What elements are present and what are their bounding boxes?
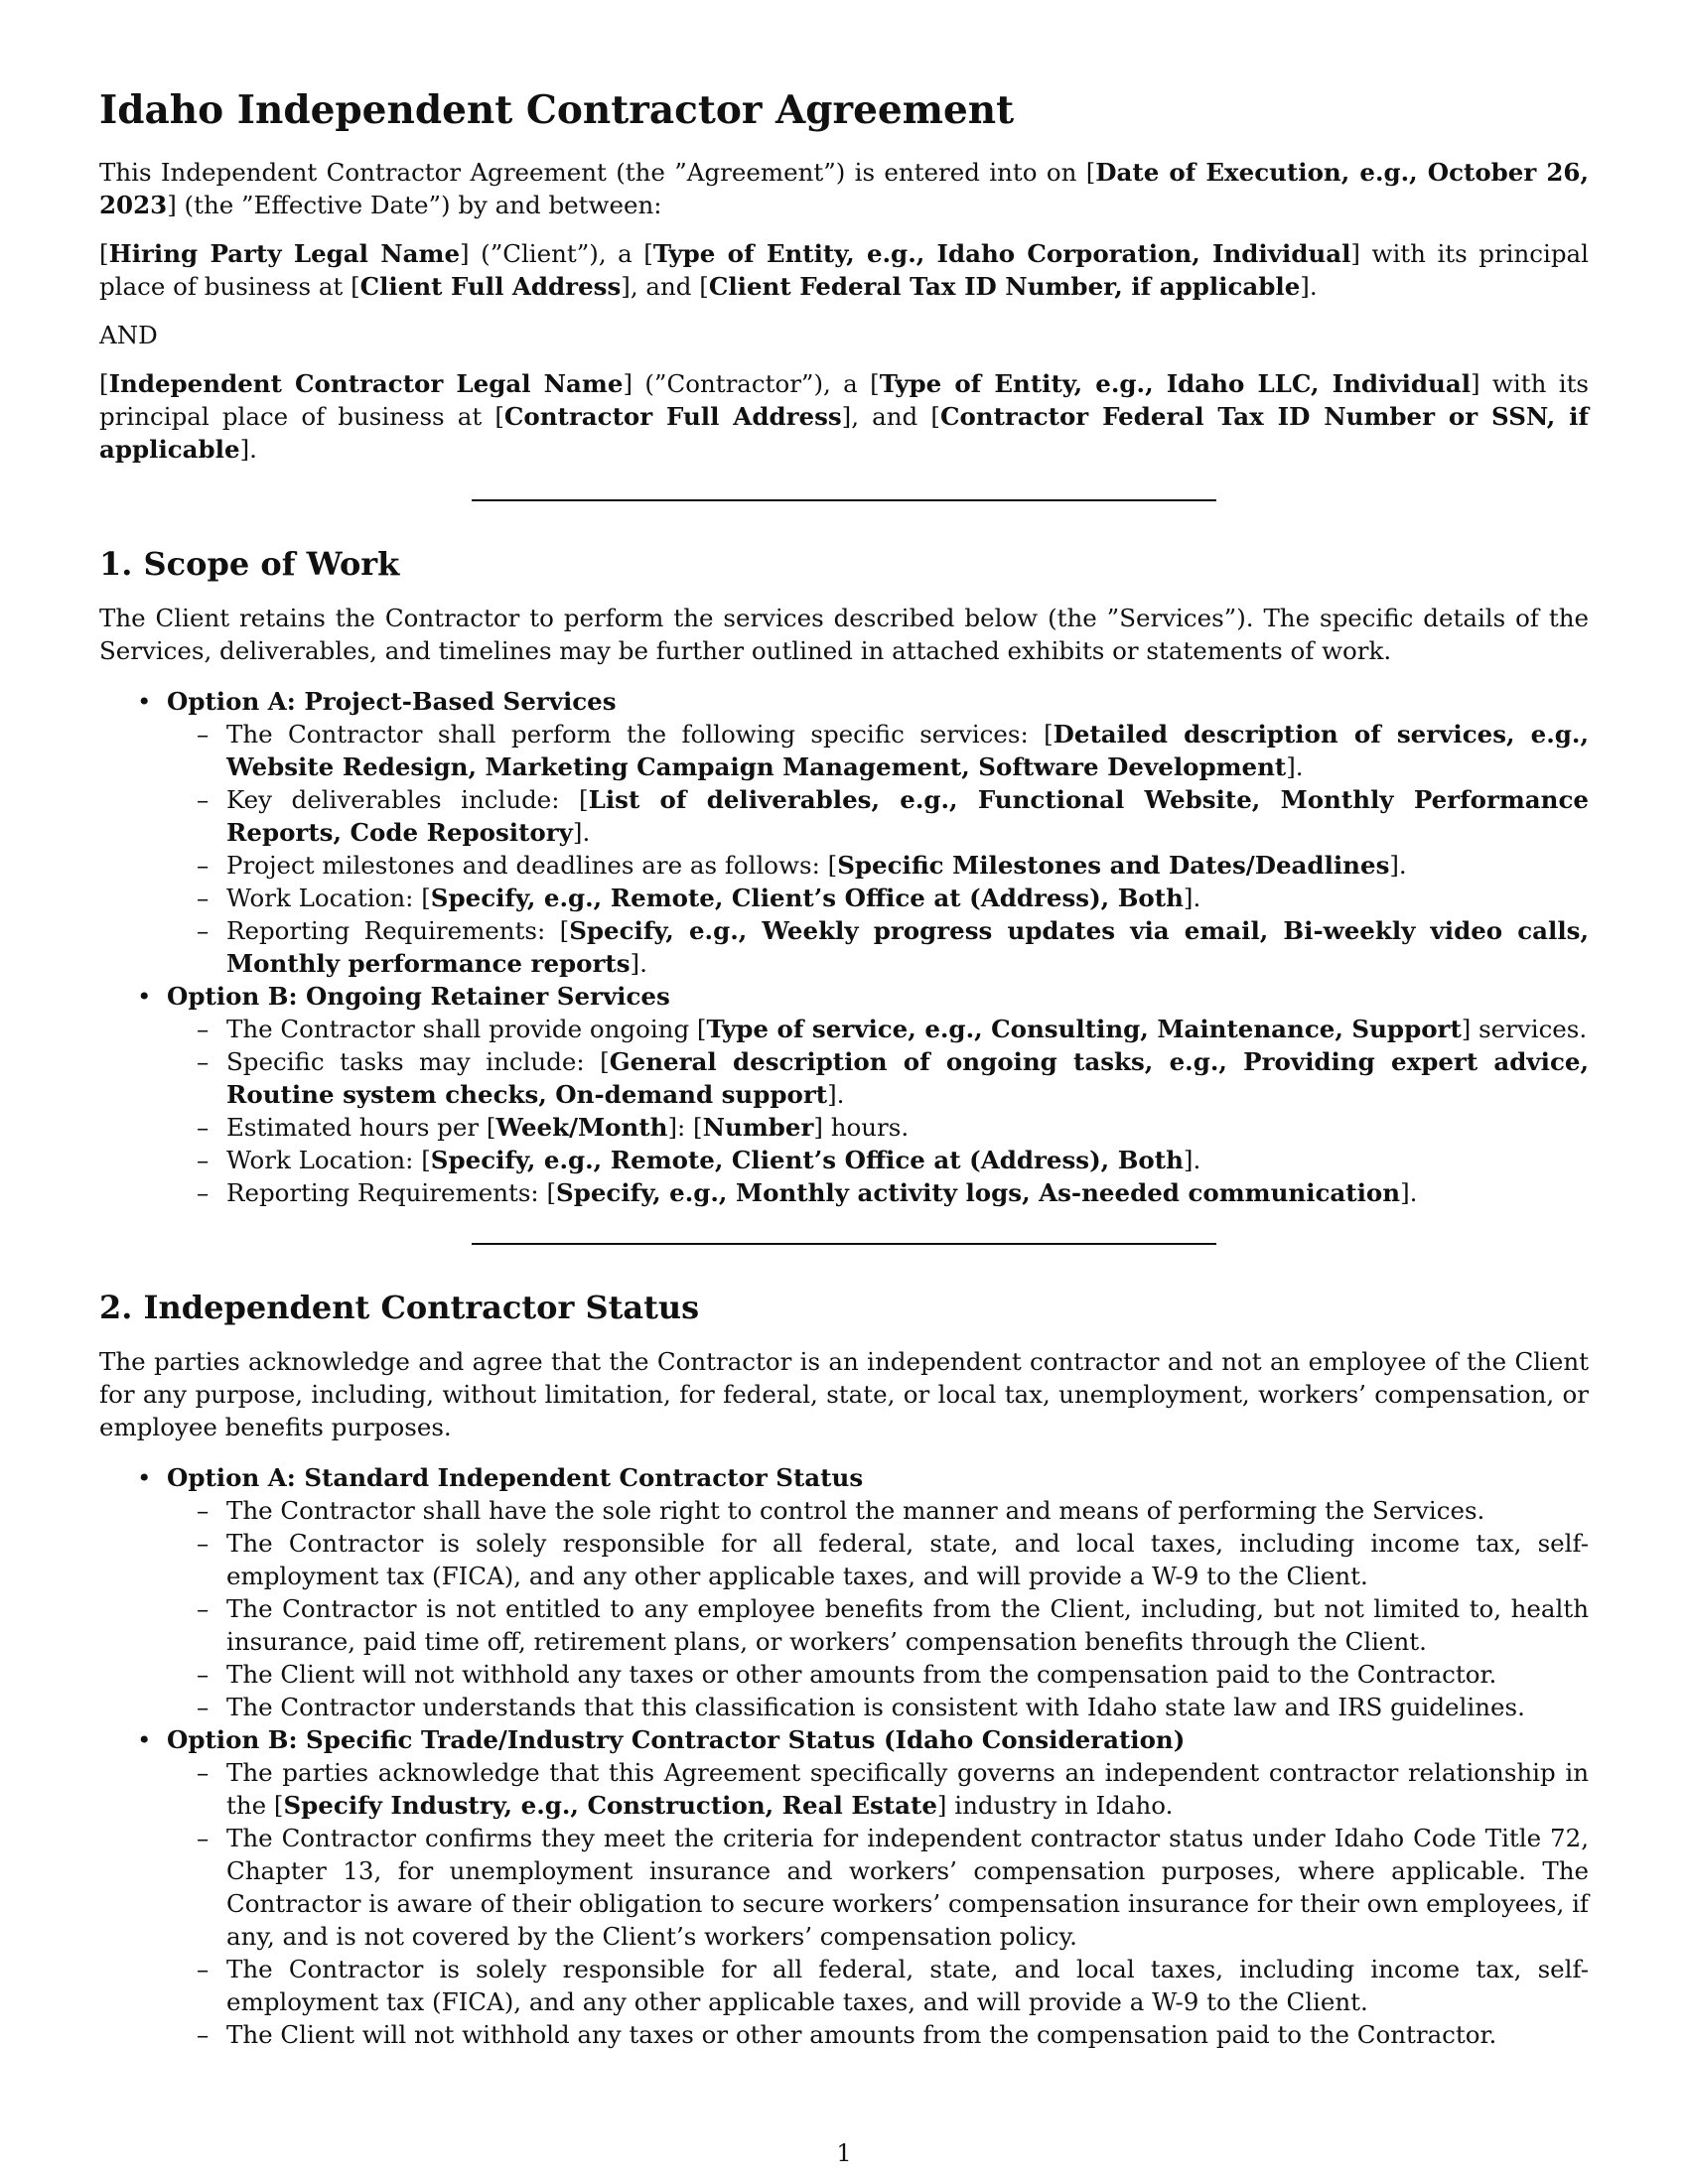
option-label: Option A: Standard Independent Contractor Status — [167, 1463, 864, 1493]
subitem — [197, 1176, 1589, 1209]
dash-marker: – — [197, 1955, 210, 1984]
subitem-text: Estimated hours per [Week/Month]: [Number] hours. — [226, 1113, 910, 1143]
subitem — [197, 1691, 1589, 1723]
subitem-text: The Contractor is solely responsible for all federal, state, and local taxes, including income tax, self-employment tax (FICA), and any other applicable taxes, and will provide a W-9 to the Client. — [226, 1529, 1589, 1591]
subitem — [197, 914, 1589, 980]
placeholder-field: Date of Execution, e.g., October 26, 2023 — [99, 157, 1590, 219]
section-heading: 2. Independent Contractor Status — [99, 1289, 700, 1327]
placeholder-field: Specify, e.g., Remote, Client’s Office at (Address), Both — [430, 884, 1184, 913]
option-subitems — [167, 1756, 1589, 2051]
option-label: Option B: Ongoing Retainer Services — [167, 982, 670, 1012]
client-party-paragraph: [Hiring Party Legal Name] (”Client”), a [Type of Entity, e.g., Idaho Corporation, Individual] with its principal place of business at [Client Full Address], and [Client Federal Tax ID Number, if applicable]. — [99, 238, 1589, 301]
subitem-text: Project milestones and deadlines are as follows: [Specific Milestones and Dates/Deadlines]. — [226, 851, 1407, 881]
subitem — [197, 1144, 1589, 1176]
dash-marker: – — [197, 1015, 210, 1044]
placeholder-field: Number — [702, 1113, 814, 1143]
dash-marker: – — [197, 1113, 210, 1143]
dash-marker: – — [197, 1496, 210, 1526]
document-title: Idaho Independent Contractor Agreement — [99, 87, 1015, 133]
placeholder-field: General description of ongoing tasks, e.g., Providing expert advice, Routine system checks, On-demand support — [226, 1047, 1589, 1110]
subitem — [197, 1592, 1589, 1658]
subitem — [197, 849, 1589, 882]
subitem — [197, 1527, 1589, 1592]
subitem — [197, 783, 1589, 849]
option-item — [137, 685, 1589, 980]
subitem-text: Reporting Requirements: [Specify, e.g., Monthly activity logs, As-needed communication]. — [226, 1178, 1418, 1208]
placeholder-field: Specify, e.g., Weekly progress updates via email, Bi-weekly video calls, Monthly performance reports — [226, 916, 1589, 979]
dash-marker: – — [197, 884, 210, 913]
dash-marker: – — [197, 1824, 210, 1853]
subitem-text: The Contractor understands that this classification is consistent with Idaho state law and IRS guidelines. — [226, 1693, 1525, 1722]
dash-marker: – — [197, 1146, 210, 1175]
option-subitems — [167, 1494, 1589, 1723]
placeholder-field: Type of Entity, e.g., Idaho Corporation, Individual — [652, 238, 1351, 268]
subitem-text: The Client will not withhold any taxes or other amounts from the compensation paid to the Contractor. — [226, 1660, 1497, 1690]
option-label: Option A: Project-Based Services — [167, 687, 617, 717]
placeholder-field: Contractor Federal Tax ID Number or SSN, if applicable — [99, 401, 1589, 464]
subitem — [197, 1013, 1589, 1045]
subitem-text: The Contractor confirms they meet the criteria for independent contractor status under Idaho Code Title 72, Chapter 13, for unemployment insurance and workers’ compensation purposes, where applicable. The Contractor is aware of their obligation to secure workers’ compensation insurance for their own employees, if any, and is not covered by the Client’s workers’ compensation policy. — [226, 1824, 1589, 1952]
section-paragraph: The Client retains the Contractor to perform the services described below (the ”Services”). The specific details of the Services, deliverables, and timelines may be further outlined in attached exhibits or statements of work. — [99, 604, 1589, 666]
option-subitems — [167, 718, 1589, 980]
subitem-text: The Contractor is not entitled to any employee benefits from the Client, including, but not limited to, health insurance, paid time off, retirement plans, or workers’ compensation benefits through the Client. — [226, 1594, 1589, 1657]
page-number: 1 — [836, 2139, 852, 2167]
section-paragraph: The parties acknowledge and agree that the Contractor is an independent contractor and not an employee of the Client for any purpose, including, without limitation, for federal, state, or local tax, unemployment, workers’ compensation, or employee benefits purposes. — [99, 1347, 1589, 1442]
subitem — [197, 1045, 1589, 1111]
bullet-marker: • — [137, 687, 152, 717]
subitem — [197, 2018, 1589, 2051]
subitem-text: Key deliverables include: [List of deliverables, e.g., Functional Website, Monthly Performance Reports, Code Repository]. — [226, 785, 1589, 848]
section-heading: 1. Scope of Work — [99, 544, 400, 583]
subitem-text: The parties acknowledge that this Agreement specifically governs an independent contractor relationship in the [Specify Industry, e.g., Construction, Real Estate] industry in Idaho. — [226, 1758, 1589, 1821]
dash-marker: – — [197, 851, 210, 881]
option-item — [137, 1723, 1589, 2051]
placeholder-field: List of deliverables, e.g., Functional Website, Monthly Performance Reports, Code Repository — [226, 785, 1589, 848]
placeholder-field: Week/Month — [495, 1113, 668, 1143]
dash-marker: – — [197, 1594, 210, 1624]
subitem-text: The Contractor shall provide ongoing [Type of service, e.g., Consulting, Maintenance, Support] services. — [226, 1015, 1588, 1044]
dash-marker: – — [197, 1529, 210, 1559]
subitem — [197, 1111, 1589, 1144]
subitem — [197, 1953, 1589, 2018]
document-page — [99, 79, 1589, 2051]
section-divider — [472, 499, 1216, 501]
dash-marker: – — [197, 1693, 210, 1722]
dash-marker: – — [197, 1178, 210, 1208]
option-item — [137, 980, 1589, 1209]
option-label: Option B: Specific Trade/Industry Contractor Status (Idaho Consideration) — [167, 1725, 1186, 1755]
option-subitems — [167, 1013, 1589, 1209]
subitem — [197, 1822, 1589, 1953]
subitem — [197, 882, 1589, 914]
subitem-text: The Contractor shall have the sole right to control the manner and means of performing the Services. — [226, 1496, 1485, 1526]
options-list — [99, 685, 1589, 1209]
and-connector: AND — [99, 320, 158, 349]
placeholder-field: Specify, e.g., Remote, Client’s Office at (Address), Both — [430, 1146, 1184, 1175]
subitem-text: Specific tasks may include: [General description of ongoing tasks, e.g., Providing expert advice, Routine system checks, On-demand support]. — [226, 1047, 1589, 1110]
placeholder-field: Type of service, e.g., Consulting, Maintenance, Support — [706, 1015, 1462, 1044]
option-item — [137, 1461, 1589, 1723]
dash-marker: – — [197, 2020, 210, 2050]
bullet-marker: • — [137, 1725, 152, 1755]
subitem-text: Work Location: [Specify, e.g., Remote, Client’s Office at (Address), Both]. — [226, 884, 1201, 913]
contractor-party-paragraph: [Independent Contractor Legal Name] (”Contractor”), a [Type of Entity, e.g., Idaho LLC, Individual] with its principal place of business at [Contractor Full Address], and [Contractor Federal Tax ID Number or SSN, if applicable]. — [99, 368, 1589, 464]
subitem-text: The Client will not withhold any taxes or other amounts from the compensation paid to the Contractor. — [226, 2020, 1497, 2050]
subitem-text: The Contractor is solely responsible for all federal, state, and local taxes, including income tax, self-employment tax (FICA), and any other applicable taxes, and will provide a W-9 to the Client. — [226, 1955, 1589, 2017]
placeholder-field: Specify, e.g., Monthly activity logs, As-needed communication — [556, 1178, 1401, 1208]
placeholder-field: Client Federal Tax ID Number, if applicable — [708, 271, 1301, 301]
dash-marker: – — [197, 1758, 210, 1788]
subitem — [197, 718, 1589, 783]
subitem — [197, 1658, 1589, 1691]
placeholder-field: Specify Industry, e.g., Construction, Real Estate — [283, 1791, 937, 1821]
placeholder-field: Type of Entity, e.g., Idaho LLC, Individual — [879, 368, 1471, 398]
placeholder-field: Detailed description of services, e.g., Website Redesign, Marketing Campaign Management, Software Development — [226, 720, 1589, 782]
placeholder-field: Client Full Address — [359, 271, 622, 301]
subitem-text: Reporting Requirements: [Specify, e.g., Weekly progress updates via email, Bi-weekly video calls, Monthly performance reports]. — [226, 916, 1589, 979]
dash-marker: – — [197, 785, 210, 815]
subitem-text: The Contractor shall perform the following specific services: [Detailed description of services, e.g., Website Redesign, Marketing Campaign Management, Software Development]. — [226, 720, 1589, 782]
subitem — [197, 1494, 1589, 1527]
intro-paragraph: This Independent Contractor Agreement (the ”Agreement”) is entered into on [Date of Execution, e.g., October 26, 2023] (the ”Effective Date”) by and between: — [99, 157, 1590, 219]
section-divider — [472, 1243, 1216, 1245]
placeholder-field: Contractor Full Address — [503, 401, 842, 431]
placeholder-field: Specific Milestones and Dates/Deadlines — [837, 851, 1390, 881]
dash-marker: – — [197, 1047, 210, 1077]
subitem — [197, 1756, 1589, 1822]
dash-marker: – — [197, 916, 210, 946]
subitem-text: Work Location: [Specify, e.g., Remote, Client’s Office at (Address), Both]. — [226, 1146, 1201, 1175]
placeholder-field: Hiring Party Legal Name — [108, 238, 461, 268]
dash-marker: – — [197, 720, 210, 750]
bullet-marker: • — [137, 1463, 152, 1493]
dash-marker: – — [197, 1660, 210, 1690]
options-list — [99, 1461, 1589, 2051]
placeholder-field: Independent Contractor Legal Name — [108, 368, 624, 398]
bullet-marker: • — [137, 982, 152, 1012]
